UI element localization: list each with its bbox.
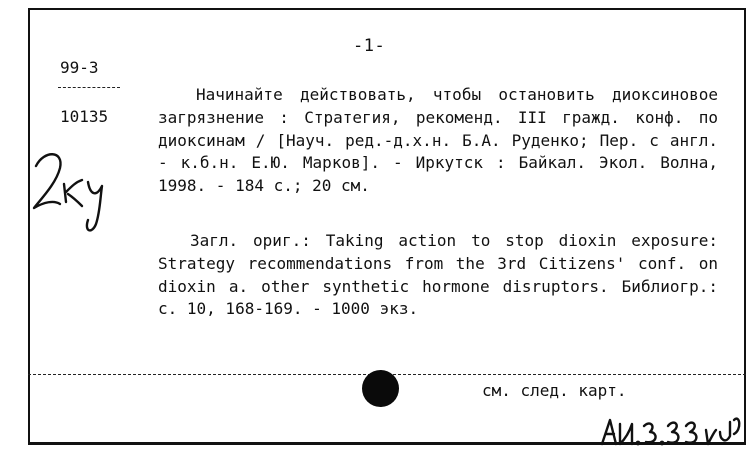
shelf-mark: 99-3 bbox=[60, 58, 99, 77]
bibliographic-description: Начинайте действовать, чтобы остановить диоксиновое загрязнение : Стратегия, рекоменд. III гражд. конф. по диоксинам / [Науч. ред.-д.х.н. Б.А. Руденко; Пер. с англ. - к.б.н. Е.Ю. Марков]. - Иркутск : Байкал. Экол. Волна, 1998. - 184 с.; 20 см. bbox=[158, 85, 718, 196]
continuation-note: см. след. карт. bbox=[482, 381, 627, 400]
page-number: -1- bbox=[353, 36, 386, 56]
card-punch-hole bbox=[362, 370, 399, 407]
accession-number: 10135 bbox=[60, 107, 109, 126]
original-title-note: Загл. ориг.: Taking action to stop dioxin exposure: Strategy recommendations from the 3rd Citizens' conf. on dioxin a. other synthetic hormone disruptors. Библиогр.: с. 10, 168-169. - 1000 экз. bbox=[158, 231, 718, 319]
shelf-mark-divider bbox=[58, 87, 120, 88]
handwritten-note bbox=[30, 148, 130, 236]
handwritten-stamp bbox=[598, 410, 743, 450]
